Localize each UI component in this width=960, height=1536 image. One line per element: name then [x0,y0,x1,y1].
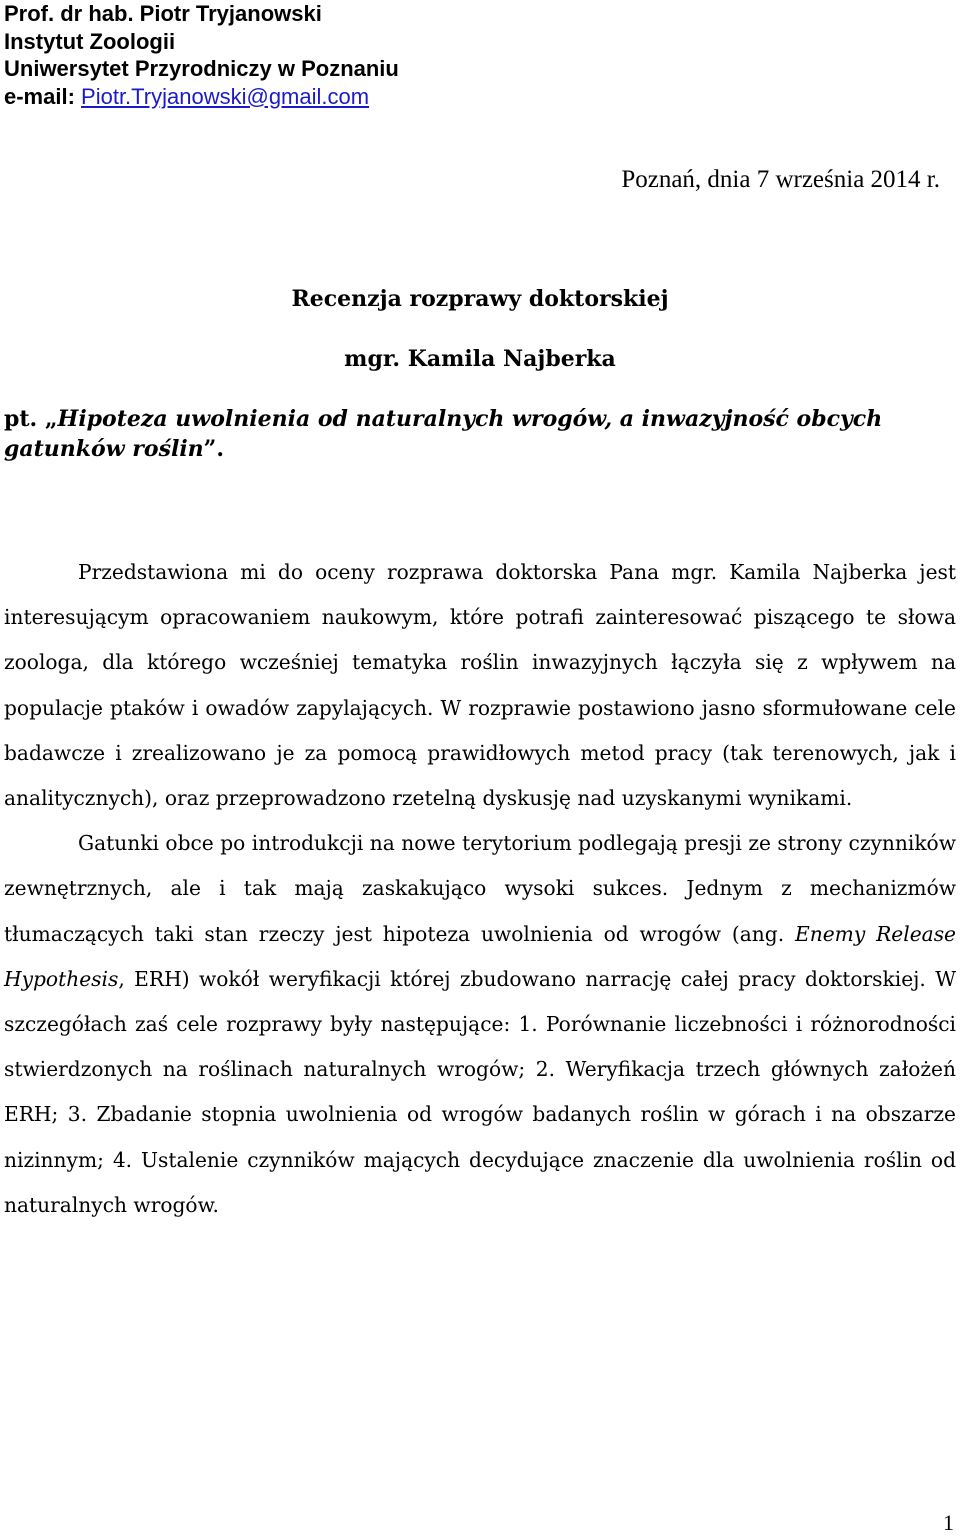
subject-title: Hipoteza uwolnienia od naturalnych wrogów, a inwazyjność obcych gatunków roślin [4,406,883,462]
paragraph-2 [4,821,956,1228]
dateline: Poznań, dnia 7 września 2014 r. [621,166,940,193]
paragraph-1: Przedstawiona mi do oceny rozprawa doktorska Pana mgr. Kamila Najberka jest interesującym opracowaniem naukowym, które potrafi zainteresować piszącego te słowa zoologa, dla którego wcześniej tematyka roślin inwazyjnych łączyła się z wpływem na populacje ptaków i owadów zapylających. W rozprawie postawiono jasno sformułowane cele badawcze i zrealizowano je za pomocą prawidłowych metod pracy (tak terenowych, jak i analitycznych), oraz przeprowadzono rzetelną dyskusję nad uzyskanymi wynikami. [4,560,956,811]
letter-header [4,0,399,110]
candidate-name: mgr. Kamila Najberka [344,346,616,372]
email-link[interactable]: Piotr.Tryjanowski@gmail.com [81,83,370,109]
paragraph-2-part-2: , ERH) wokół weryfikacji której zbudowano narrację całej pracy doktorskiej. W szczegółach zaś cele rozprawy były następujące: 1. Porównanie liczebności i różnorodności stwierdzonych na roślinach naturalnych wrogów; 2. Weryfikacja trzech głównych założeń ERH; 3. Zbadanie stopnia uwolnienia od wrogów badanych roślin w górach i na obszarze nizinnym; 4. Ustalenie czynników mających decydujące znaczenie dla uwolnienia roślin od naturalnych wrogów. [4,966,956,1217]
author-university: Uniwersytet Przyrodniczy w Poznaniu [4,56,399,81]
author-email [4,83,399,111]
subject-prefix: pt. „ [4,406,58,432]
author-name: Prof. dr hab. Piotr Tryjanowski [4,1,322,26]
paragraph-2-part-1: Gatunki obce po introdukcji na nowe terytorium podlegają presji ze strony czynników zewnętrznych, ale i tak mają zaskakująco wysoki sukces. Jednym z mechanizmów tłumaczących taki stan rzeczy jest hipoteza uwolnienia od wrogów (ang. [4,831,956,946]
subject-suffix: ”. [203,436,224,462]
author-institute: Instytut Zoologii [4,28,176,54]
document-title: Recenzja rozprawy doktorskiej [291,286,669,312]
review-body [4,550,956,1228]
page-number: 1 [943,1510,954,1535]
dissertation-subject [4,404,904,464]
paragraph-2-italic-term: Enemy Release Hypothesis [4,921,956,991]
email-label: e-mail: [4,83,82,109]
